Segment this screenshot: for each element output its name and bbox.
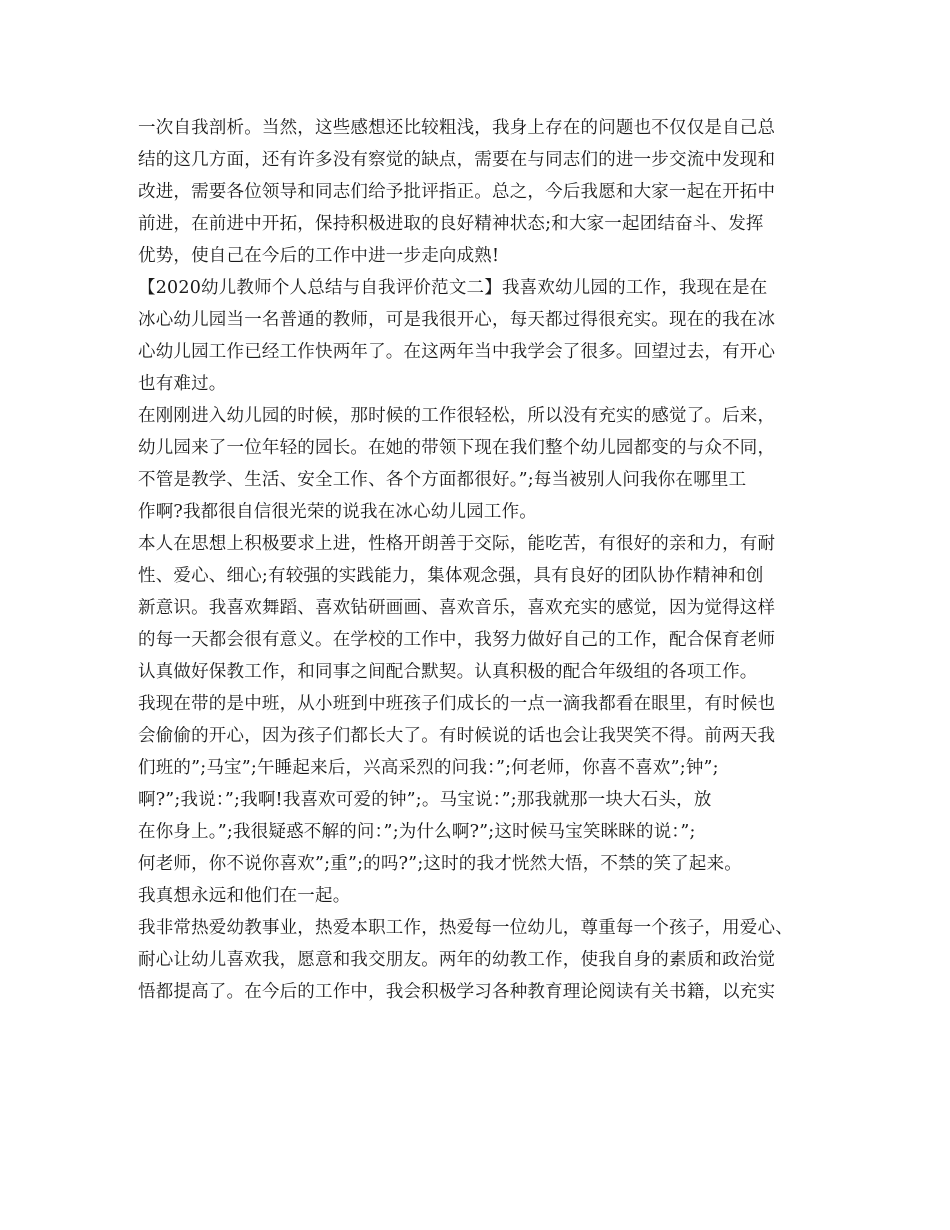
text-line: 会偷偷的开心，因为孩子们都长大了。有时候说的话也会让我哭笑不得。前两天我 (138, 726, 776, 746)
text-line: 作啊?我都很自信很光荣的说我在冰心幼儿园工作。 (138, 502, 537, 522)
text-line: 幼儿园来了一位年轻的园长。在她的带领下现在我们整个幼儿园都变的与众不同， (138, 438, 776, 458)
text-line: 不管是教学、生活、安全工作、各个方面都很好。”;每当被别人问我你在哪里工 (138, 470, 747, 490)
text-line: 心幼儿园工作已经工作快两年了。在这两年当中我学会了很多。回望过去，有开心 (138, 342, 776, 362)
text-line: 改进，需要各位领导和同志们给予批评指正。总之，今后我愿和大家一起在开拓中 (138, 182, 776, 202)
text-line: 优势，使自己在今后的工作中进一步走向成熟! (138, 246, 500, 266)
text-line: 性、爱心、细心;有较强的实践能力，集体观念强，具有良好的团队协作精神和创 (138, 566, 764, 586)
text-line: 我真想永远和他们在一起。 (138, 886, 351, 906)
text-line: 的每一天都会很有意义。在学校的工作中，我努力做好自己的工作，配合保育老师 (138, 630, 776, 650)
section-heading-line: 【2020幼儿教师个人总结与自我评价范文二】我喜欢幼儿园的工作，我现在是在 (138, 278, 768, 298)
text-line: 也有难过。 (138, 374, 227, 394)
text-line: 在刚刚进入幼儿园的时候，那时候的工作很轻松，所以没有充实的感觉了。后来， (138, 406, 776, 426)
text-line: 在你身上。”;我很疑惑不解的问：”;为什么啊?”;这时候马宝笑眯眯的说：”; (138, 822, 696, 842)
text-line: 我非常热爱幼教事业，热爱本职工作，热爱每一位幼儿，尊重每一个孩子，用爱心、 (138, 918, 793, 938)
text-line: 本人在思想上积极要求上进，性格开朗善于交际，能吃苦，有很好的亲和力，有耐 (138, 534, 776, 554)
text-line: 前进，在前进中开拓，保持积极进取的良好精神状态;和大家一起团结奋斗、发挥 (138, 214, 764, 234)
text-line: 啊?”;我说：”;我啊!我喜欢可爱的钟”;。马宝说：”;那我就那一块大石头，放 (138, 790, 712, 810)
text-line: 何老师，你不说你喜欢”;重”;的吗?”;这时的我才恍然大悟，不禁的笑了起来。 (138, 854, 743, 874)
text-line: 耐心让幼儿喜欢我，愿意和我交朋友。两年的幼教工作，使我自身的素质和政治觉 (138, 950, 776, 970)
text-line: 我现在带的是中班，从小班到中班孩子们成长的一点一滴我都看在眼里，有时候也 (138, 694, 776, 714)
text-line: 结的这几方面，还有许多没有察觉的缺点，需要在与同志们的进一步交流中发现和 (138, 150, 776, 170)
text-line: 新意识。我喜欢舞蹈、喜欢钻研画画、喜欢音乐，喜欢充实的感觉，因为觉得这样 (138, 598, 776, 618)
text-line: 认真做好保教工作，和同事之间配合默契。认真积极的配合年级组的各项工作。 (138, 662, 758, 682)
text-line: 一次自我剖析。当然，这些感想还比较粗浅，我身上存在的问题也不仅仅是自己总 (138, 118, 776, 138)
text-line: 们班的”;马宝”;午睡起来后，兴高采烈的问我：”;何老师，你喜不喜欢”;钟”; (138, 758, 719, 778)
text-line: 悟都提高了。在今后的工作中，我会积极学习各种教育理论阅读有关书籍，以充实 (138, 982, 776, 1002)
body-text (138, 112, 828, 1008)
text-line: 冰心幼儿园当一名普通的教师，可是我很开心，每天都过得很充实。现在的我在冰 (138, 310, 776, 330)
